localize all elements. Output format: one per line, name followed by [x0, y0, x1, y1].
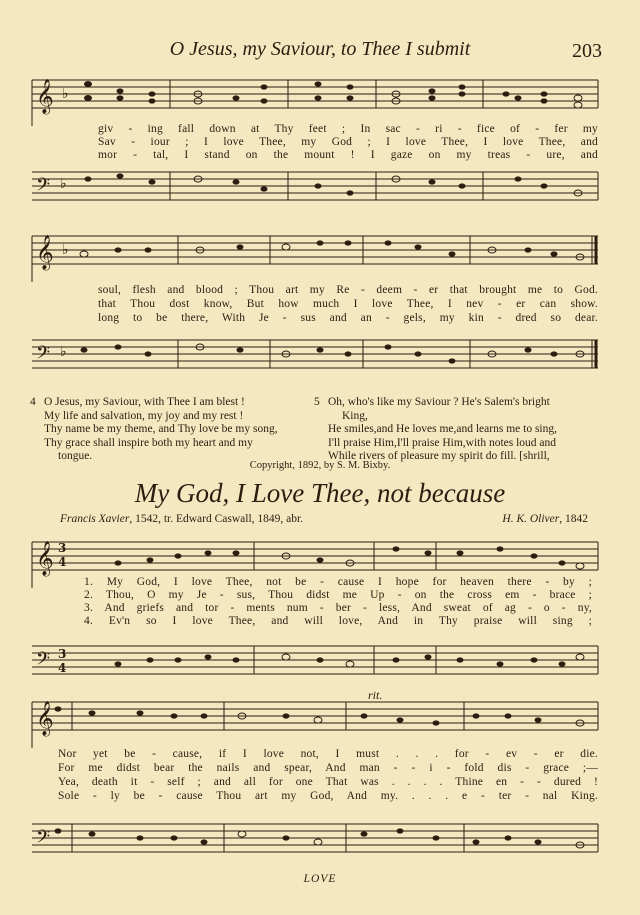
lyric-line: Yea, death it - self ; and all for one That was . . . . Thine en - - dured !	[58, 776, 598, 788]
lyric-line: mor - tal, I stand on the mount ! I gaze on my treas - ure, and	[98, 149, 598, 161]
treble-staff	[28, 70, 602, 126]
svg-text:♭: ♭	[60, 344, 67, 360]
bass-staff	[28, 632, 602, 688]
bass-staff	[28, 164, 602, 220]
svg-text:𝄢: 𝄢	[36, 175, 51, 200]
svg-text:3: 3	[58, 541, 67, 555]
credits-composer	[502, 513, 588, 525]
stanza-5	[314, 396, 608, 464]
lyric-line: soul, flesh and blood ; Thou art my Re - deem - er that brought me to God.	[98, 284, 598, 296]
tune-name: LOVE	[303, 873, 337, 885]
hymn1-system-1	[28, 70, 602, 220]
svg-text:4: 4	[58, 555, 67, 569]
bass-staff	[28, 810, 602, 866]
stanza-line: Thy name be my theme, and Thy love be my song,	[44, 423, 278, 435]
svg-text:♭: ♭	[62, 86, 69, 102]
svg-text:𝄞: 𝄞	[36, 701, 54, 736]
stanza-4	[30, 396, 314, 464]
svg-text:𝄢: 𝄢	[36, 649, 51, 674]
author-details: , 1542, tr. Edward Caswall, 1849, abr.	[129, 513, 304, 525]
stanza-line: tongue.	[58, 450, 93, 462]
stanza-line: He smiles,and He loves me,and learns me to sing,	[328, 423, 557, 435]
credits-author	[60, 513, 303, 525]
stanza-number: 4	[30, 396, 36, 408]
svg-text:𝄞: 𝄞	[36, 541, 54, 576]
treble-staff	[28, 692, 602, 748]
lyric-line: Sole - ly be - cause Thou art my God, And my. . . . e - ter - nal King.	[58, 790, 598, 802]
stanza-line: Thy grace shall inspire both my heart and my	[44, 436, 253, 449]
stanza-line: While rivers of pleasure my spirit do fill. [shrill,	[328, 450, 550, 462]
lyric-line: Sav - iour ; I love Thee, my God ; I love Thee, I love Thee, and	[98, 136, 598, 148]
lyric-line: Nor yet be - cause, if I love not, I must . . . for - ev - er die.	[58, 748, 598, 760]
stanza-number: 5	[314, 396, 320, 408]
composer-year: , 1842	[559, 513, 588, 525]
bass-staff	[28, 326, 602, 382]
composer-name: H. K. Oliver	[502, 513, 560, 525]
author-name: Francis Xavier	[60, 513, 130, 525]
lyric-line: giv - ing fall down at Thy feet ; In sac - ri - fice of - fer my	[98, 123, 598, 135]
stanza-line: My life and salvation, my joy and my rest !	[44, 409, 244, 422]
copyright: Copyright, 1892, by S. M. Bixby.	[249, 460, 391, 471]
hymn2-system-1	[28, 528, 602, 688]
svg-text:𝄢: 𝄢	[36, 827, 51, 852]
svg-text:♭: ♭	[60, 176, 67, 192]
svg-text:𝄞: 𝄞	[36, 79, 54, 114]
lyric-line: that Thou dost know, But how much I love Thee, I nev - er can show.	[98, 298, 598, 310]
header-title: O Jesus, my Saviour, to Thee I submit	[169, 38, 471, 60]
stanza-line: O Jesus, my Saviour, with Thee I am blest !	[44, 396, 245, 408]
svg-text:3: 3	[58, 647, 67, 661]
svg-text:4: 4	[58, 661, 67, 675]
ritardando-mark: rit.	[368, 688, 383, 702]
stanza-line: I'll praise Him,I'll praise Him,with notes loud and	[328, 436, 557, 449]
lyric-line: 4. Ev'n so I love Thee, and will love, And in Thy praise will sing ;	[84, 615, 592, 627]
hymn-title: My God, I Love Thee, not because	[134, 478, 506, 508]
lyric-line: 1. My God, I love Thee, not be - cause I hope for heaven there - by ;	[84, 576, 592, 588]
lyric-line: For me didst bear the nails and spear, And man - - i - fold dis - grace ;—	[58, 762, 598, 774]
stanza-line: Oh, who's like my Saviour ? He's Salem's bright	[328, 396, 550, 408]
svg-text:𝄢: 𝄢	[36, 343, 51, 368]
hymn1-system-2	[28, 226, 602, 376]
lyric-line: 3. And griefs and tor - ments num - ber - less, And sweat of ag - o - ny,	[84, 602, 592, 614]
stanza-line: King,	[342, 409, 368, 422]
treble-staff	[28, 226, 602, 282]
lyric-line: 2. Thou, O my Je - sus, Thou didst me Up - on the cross em - brace ;	[84, 589, 592, 601]
svg-text:𝄞: 𝄞	[36, 235, 54, 270]
svg-text:♭: ♭	[62, 242, 69, 258]
page-number: 203	[572, 40, 602, 62]
lyric-line: long to be there, With Je - sus and an - gels, my kin - dred so dear.	[98, 312, 598, 324]
hymn2-system-2	[28, 692, 602, 872]
